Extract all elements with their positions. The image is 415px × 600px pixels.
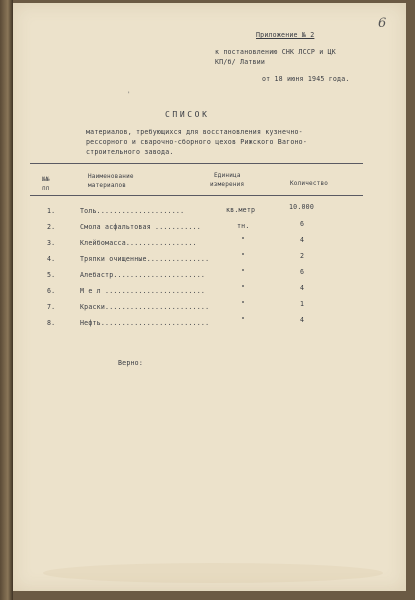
table-header-rule	[30, 195, 363, 196]
row-number: 8.	[47, 319, 56, 327]
row-quantity: 10.000	[289, 203, 315, 211]
row-number: 7.	[47, 303, 56, 311]
row-number: 6.	[47, 287, 56, 295]
stray-mark: '	[127, 91, 131, 98]
header-name-1: Наименование	[88, 173, 134, 180]
header-qty: Количество	[290, 180, 329, 187]
appendix-ref-line1: к постановлению СНК ЛССР и ЦК	[215, 48, 336, 56]
header-num-1: №№	[42, 176, 50, 183]
row-material: Смола асфальтовая ...........	[80, 223, 201, 231]
row-material: Краски.........................	[80, 303, 210, 311]
row-quantity: 4	[300, 236, 305, 244]
row-unit: кв.метр	[226, 206, 256, 214]
row-material: Алебастр......................	[80, 271, 206, 279]
row-unit: "	[241, 252, 246, 260]
document-page	[13, 3, 406, 591]
header-name-2: материалов	[88, 182, 127, 189]
row-number: 3.	[47, 239, 56, 247]
table-top-rule	[30, 163, 363, 164]
subtitle-line2: рессорного и сварочно-сборного цехов Рижского Вагоно-	[86, 138, 307, 146]
paper-stain	[43, 563, 383, 583]
row-quantity: 6	[300, 268, 305, 276]
row-quantity: 2	[300, 252, 305, 260]
header-unit-2: измерения	[210, 181, 245, 188]
row-material: Клейбомасса.................	[80, 239, 197, 247]
row-material: Нефть..........................	[80, 319, 210, 327]
appendix-date: от 18 июня 1945 года.	[262, 75, 350, 83]
appendix-ref-line2: КП/б/ Латвии	[215, 58, 266, 66]
row-material: Тряпки очищенные...............	[80, 255, 210, 263]
subtitle-line3: строительного завода.	[86, 148, 174, 156]
binding-edge	[0, 0, 13, 600]
row-unit: "	[241, 236, 246, 244]
row-material: М е л ........................	[80, 287, 206, 295]
verification-label: Верно:	[118, 359, 144, 367]
row-unit: тн.	[237, 222, 250, 230]
row-number: 2.	[47, 223, 56, 231]
header-num-2: пп	[42, 185, 50, 192]
row-number: 4.	[47, 255, 56, 263]
row-quantity: 4	[300, 316, 305, 324]
row-material: Толь.....................	[80, 207, 185, 215]
row-unit: "	[241, 316, 246, 324]
row-quantity: 4	[300, 284, 305, 292]
page-number: 6	[378, 16, 387, 31]
row-quantity: 6	[300, 220, 305, 228]
row-number: 1.	[47, 207, 56, 215]
header-unit-1: Единица	[214, 172, 241, 179]
appendix-title: Приложение № 2	[256, 31, 315, 39]
row-number: 5.	[47, 271, 56, 279]
row-unit: "	[241, 300, 246, 308]
subtitle-line1: материалов, требующихся для восстановления кузнечно-	[86, 128, 303, 136]
row-quantity: 1	[300, 300, 305, 308]
row-unit: "	[241, 284, 246, 292]
document-heading: СПИСОК	[165, 110, 210, 119]
row-unit: "	[241, 268, 246, 276]
